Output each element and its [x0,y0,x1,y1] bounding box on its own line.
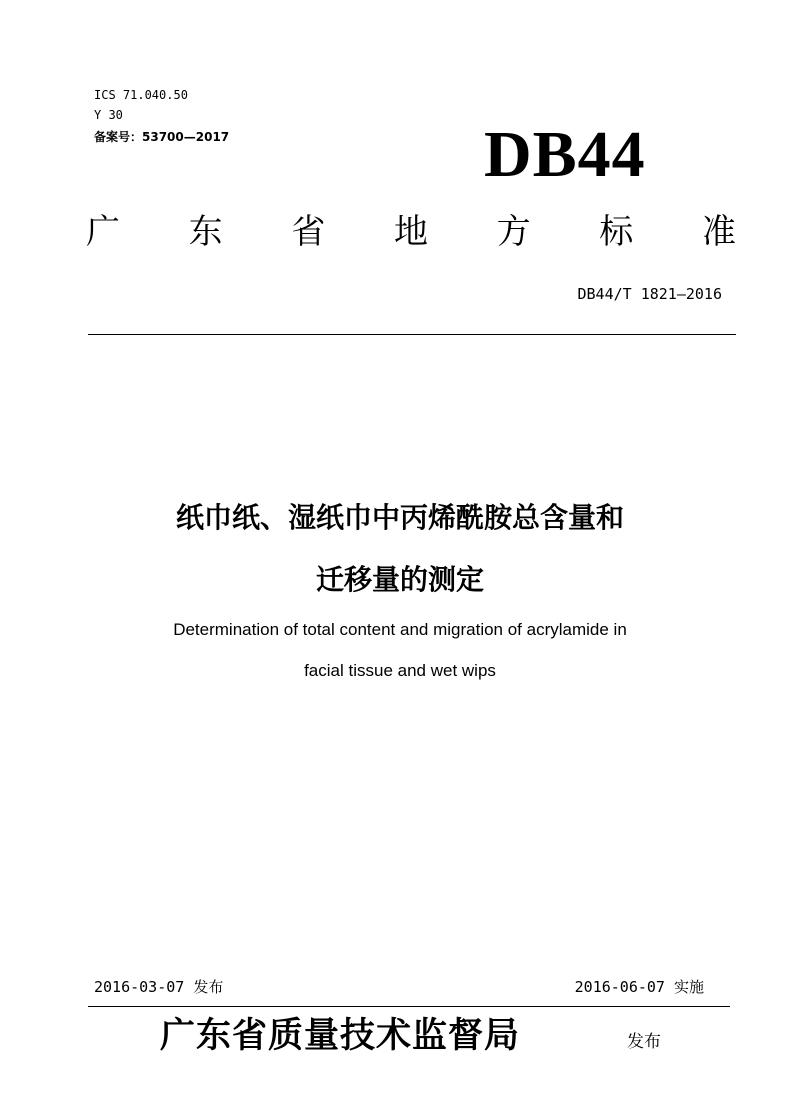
issue-date: 2016-03-07 发布 [94,978,224,996]
authority-action: 发布 [627,1032,661,1052]
chinese-title-line-1: 纸巾纸、湿纸巾中丙烯酰胺总含量和 [175,501,624,534]
standard-type-char: 方 [496,212,531,252]
english-title-line-2: facial tissue and wet wips [304,661,496,680]
bottom-divider [88,1006,730,1007]
standard-type-char: 标 [599,212,634,252]
english-title-line-1: Determination of total content and migration of acrylamide in [173,620,627,639]
standard-type [86,210,736,254]
top-divider [88,334,736,335]
ics-code: ICS 71.040.50 [94,88,188,102]
ccs-code: Y 30 [94,108,123,122]
issuing-authority: 广东省质量技术监督局 [160,1015,521,1056]
chinese-title-line-2: 迁移量的测定 [315,563,484,596]
standard-logo: DB44 [484,118,646,191]
standard-type-char: 广 [86,212,120,252]
standard-number: DB44/T 1821—2016 [577,285,722,303]
standard-type-char: 省 [291,212,326,252]
implementation-date: 2016-06-07 实施 [574,978,704,996]
standard-type-char: 地 [393,212,428,252]
standard-type-char: 准 [701,212,736,252]
standard-type-char: 东 [188,212,223,252]
record-number: 备案号：53700—2017 [94,130,230,144]
